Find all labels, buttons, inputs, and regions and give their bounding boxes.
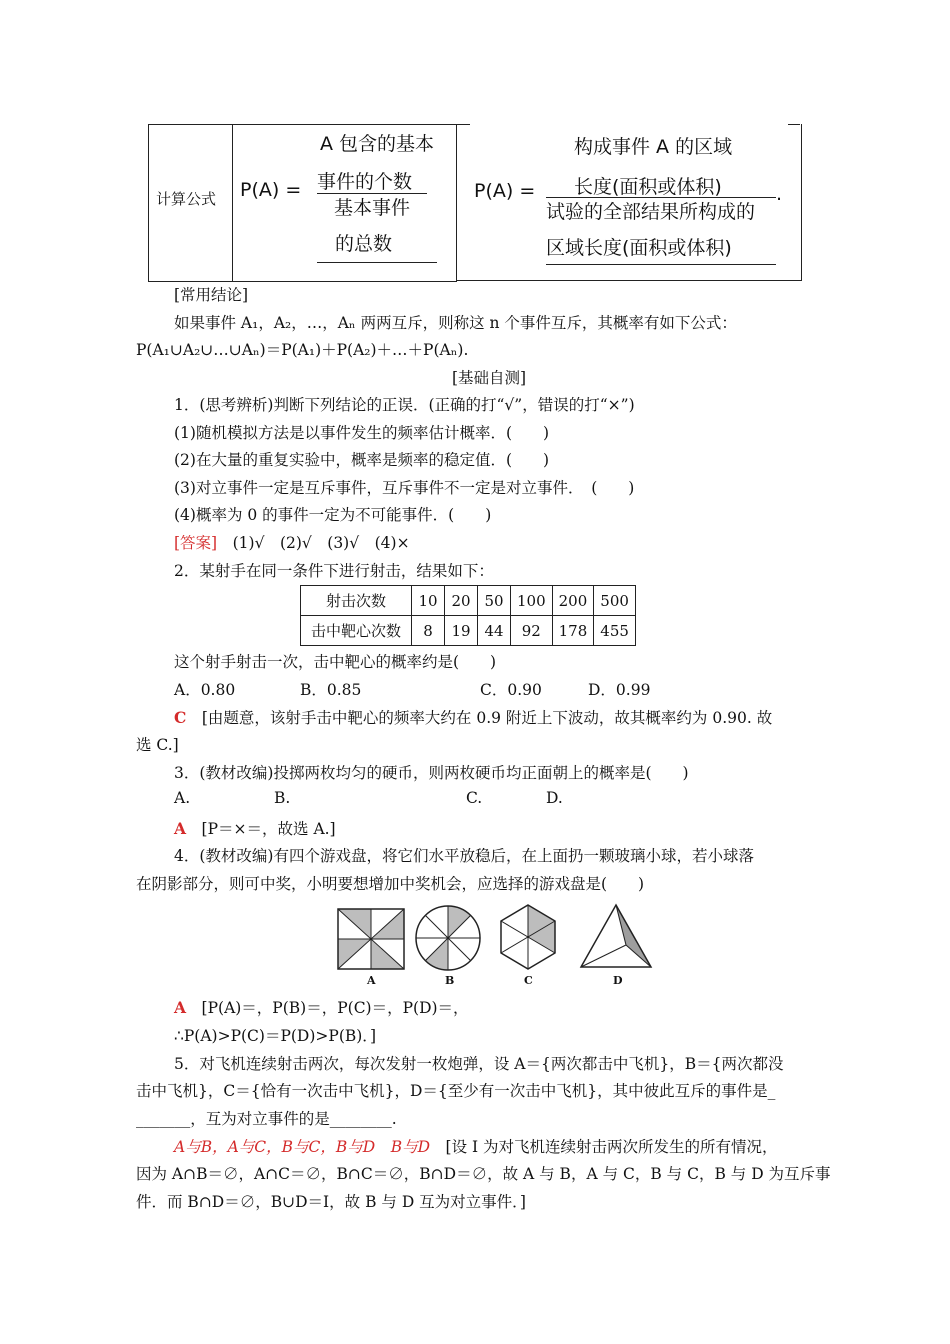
q4-answer-letter: A — [174, 998, 187, 1017]
q4-explain-line1: [P(A)＝，P(B)＝，P(C)＝，P(D)＝， — [201, 999, 469, 1017]
table-cell: 455 — [594, 616, 636, 646]
q4-stem-line2: 在阴影部分，则可中奖，小明要想增加中奖机会，应选择的游戏盘是( ) — [136, 875, 645, 893]
q4-explain-line2: ∴P(A)>P(C)＝P(D)>P(B)．] — [174, 1027, 377, 1045]
q1-answer-tag: [答案] — [174, 534, 218, 552]
q2-question: 这个射手射击一次，击中靶心的概率约是( ) — [174, 653, 497, 671]
table-row — [301, 616, 636, 646]
game-board-b — [414, 903, 482, 973]
left-denominator-line1: 基本事件 — [334, 197, 411, 219]
q5-explain-line3: 件．而 B∩D＝∅，B∪D＝I，故 B 与 D 互为对立事件．] — [136, 1193, 526, 1211]
q1-item: (3)对立事件一定是互斥事件，互斥事件不一定是对立事件． ( ) — [174, 479, 635, 497]
right-formula-tail: . — [776, 183, 783, 205]
left-denominator-line2: 的总数 — [335, 233, 393, 255]
q2-answer-letter: C — [174, 708, 187, 727]
figure-label-b: B — [445, 974, 455, 987]
shooting-table — [300, 585, 636, 646]
left-numerator-line1: A 包含的基本 — [320, 133, 435, 155]
q5-stem-line2: 击中飞机}，C＝{恰有一次击中飞机}，D＝{至少有一次击中飞机}，其中彼此互斥的事件是_ — [136, 1082, 776, 1100]
right-denominator-line2: 区域长度(面积或体积) — [546, 237, 732, 259]
q2-stem: 2．某射手在同一条件下进行射击，结果如下： — [174, 562, 494, 580]
table-cell: 500 — [594, 586, 636, 616]
game-board-a — [336, 907, 406, 971]
q3-answer-letter: A — [174, 819, 187, 838]
q2-option-b: B．0.85 — [300, 681, 362, 699]
right-numerator-line1: 构成事件 A 的区域 — [574, 136, 733, 158]
table-cell: 8 — [412, 616, 445, 646]
table-cell: 92 — [511, 616, 553, 646]
q1-answer-text: (1)√ (2)√ (3)√ (4)× — [217, 534, 410, 552]
self-test-heading: [基础自测] — [452, 369, 527, 387]
q2-option-d: D．0.99 — [588, 681, 651, 699]
table-cell: 200 — [552, 586, 594, 616]
q3-option-b: B. — [274, 789, 291, 807]
q5-stem-line1: 5．对飞机连续射击两次，每次发射一枚炮弹，设 A＝{两次都击中飞机}，B＝{两次都没 — [174, 1055, 784, 1073]
formula-row-label: 计算公式 — [156, 190, 217, 208]
q1-item: (2)在大量的重复实验中，概率是频率的稳定值．( ) — [174, 451, 550, 469]
q5-explain-line1: [设 I 为对飞机连续射击两次所发生的所有情况， — [430, 1138, 778, 1156]
game-board-d — [578, 903, 654, 971]
q4-explanation — [174, 996, 469, 1018]
right-numerator-line2: 长度(面积或体积) — [574, 176, 722, 198]
q2-option-c: C．0.90 — [480, 681, 542, 699]
figure-label-a: A — [367, 974, 376, 987]
table-cell: 50 — [478, 586, 511, 616]
table-cell: 100 — [511, 586, 553, 616]
q1-answer — [174, 531, 410, 553]
table-cell: 10 — [412, 586, 445, 616]
q1-item: (4)概率为 0 的事件一定为不可能事件．( ) — [174, 506, 492, 524]
right-denominator-line1: 试验的全部结果所构成的 — [546, 201, 756, 223]
table-cell: 击中靶心次数 — [301, 616, 412, 646]
table-cell: 44 — [478, 616, 511, 646]
table-cell: 射击次数 — [301, 586, 412, 616]
q3-option-c: C. — [466, 789, 483, 807]
q1-item: (1)随机模拟方法是以事件发生的频率估计概率．( ) — [174, 424, 550, 442]
q2-explanation — [174, 706, 772, 728]
left-numerator-line2: 事件的个数 — [317, 171, 413, 193]
right-formula-lhs: P(A) = — [474, 180, 536, 202]
q3-stem: 3．(教材改编)投掷两枚均匀的硬币，则两枚硬币均正面朝上的概率是( ) — [174, 764, 689, 782]
left-formula-lhs: P(A) = — [240, 179, 302, 201]
q3-option-d: D. — [546, 789, 563, 807]
q4-stem-line1: 4．(教材改编)有四个游戏盘，将它们水平放稳后，在上面扔一颗玻璃小球，若小球落 — [174, 847, 754, 865]
common-conclusion-formula: P(A₁∪A₂∪…∪Aₙ)＝P(A₁)＋P(A₂)＋…＋P(Aₙ). — [136, 341, 469, 359]
common-conclusion-heading: [常用结论] — [174, 286, 249, 304]
table-row — [301, 586, 636, 616]
q1-stem: 1．(思考辨析)判断下列结论的正误．(正确的打“√”，错误的打“×”) — [174, 396, 635, 414]
figure-label-c: C — [524, 974, 533, 987]
q3-explain: [P＝×＝，故选 A.] — [201, 820, 336, 838]
q2-explain-line1: [由题意，该射手击中靶心的频率大约在 0.9 附近上下波动，故其概率约为 0.90. 故 — [201, 709, 773, 727]
q2-explain-line2: 选 C.] — [136, 736, 179, 754]
q5-explanation — [174, 1135, 778, 1157]
q5-explain-line2: 因为 A∩B＝∅，A∩C＝∅，B∩C＝∅，B∩D＝∅，故 A 与 B，A 与 C，B 与 C，B 与 D 为互斥事 — [136, 1165, 831, 1183]
common-conclusion-line1: 如果事件 A₁，A₂，…，Aₙ 两两互斥，则称这 n 个事件互斥，其概率有如下公式： — [174, 314, 737, 332]
q3-option-a: A. — [174, 789, 191, 807]
figure-label-d: D — [613, 974, 623, 987]
table-cell: 20 — [445, 586, 478, 616]
q2-option-a: A．0.80 — [174, 681, 236, 699]
table-cell: 19 — [445, 616, 478, 646]
q3-explanation — [174, 817, 336, 839]
q5-stem-line3: _______，互为对立事件的是________. — [136, 1110, 397, 1128]
table-cell: 178 — [552, 616, 594, 646]
game-board-c — [494, 903, 562, 971]
q5-answer: A与B，A与C，B与C，B与D B与D — [174, 1138, 431, 1156]
